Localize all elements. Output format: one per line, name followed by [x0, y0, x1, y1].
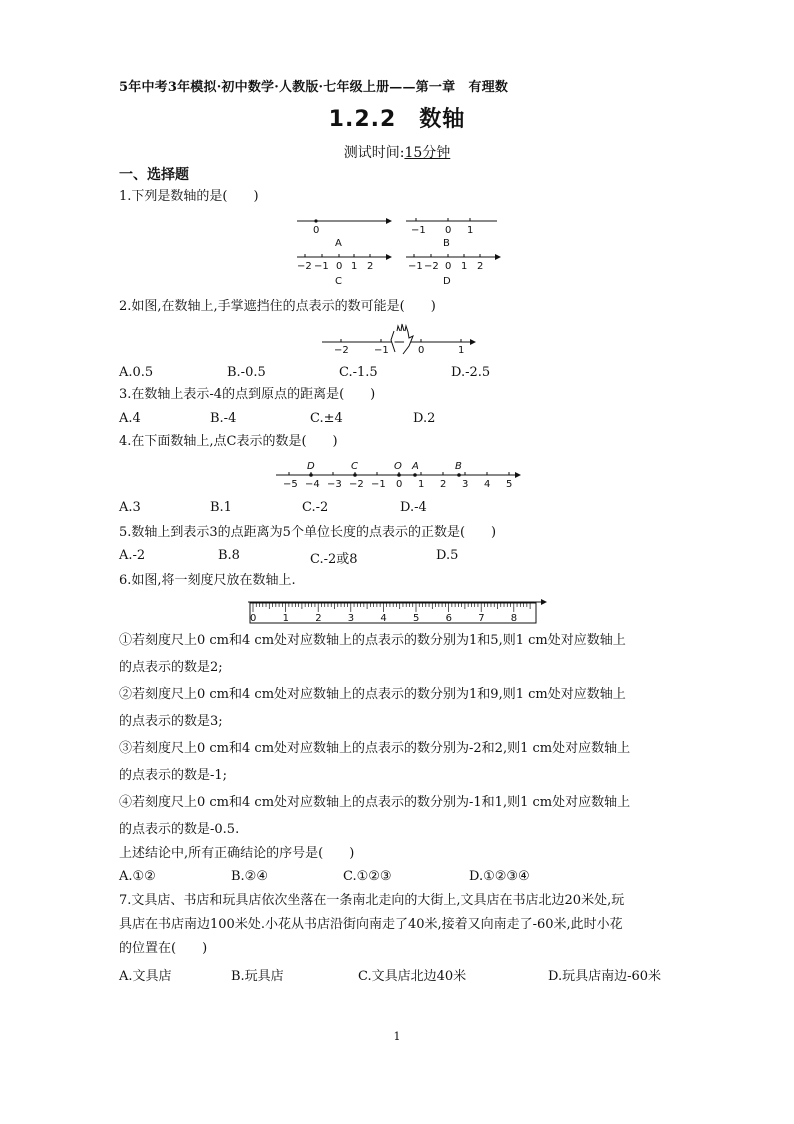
- q4-tick-label: 5: [506, 479, 513, 490]
- hand-icon: [391, 324, 413, 354]
- q1-b-tick: −1: [411, 225, 426, 236]
- ruler-label: 0: [250, 613, 257, 624]
- ruler: [248, 599, 547, 623]
- ruler-label: 4: [380, 613, 387, 624]
- q1-d-tick: 0: [445, 261, 452, 272]
- q1-axis-c: [297, 254, 392, 287]
- q1-d-tick: 1: [461, 261, 468, 272]
- ruler-label: 6: [445, 613, 452, 624]
- q6-line: 的点表示的数是-1;: [119, 768, 228, 783]
- q6-line: ③若刻度尺上0 cm和4 cm处对应数轴上的点表示的数分别为-2和2,则1 cm处对应数轴上: [119, 741, 631, 756]
- q4-option-d: D.-4: [400, 500, 427, 515]
- q1-a-label: A: [335, 238, 342, 249]
- point-b-dot: [457, 473, 461, 477]
- q6-line: 上述结论中,所有正确结论的序号是( ): [119, 846, 355, 861]
- q1-stem: 1.下列是数轴的是( ): [119, 189, 259, 204]
- q3-option-a: A.4: [119, 411, 141, 426]
- q1-axis-d: [406, 254, 501, 287]
- q4-tick-label: −5: [283, 479, 298, 490]
- q4-points: [307, 461, 462, 477]
- page-number: 1: [393, 1030, 401, 1043]
- point-d-dot: [309, 473, 313, 477]
- q6-line: ④若刻度尺上0 cm和4 cm处对应数轴上的点表示的数分别为-1和1,则1 cm处对应数轴上: [119, 795, 631, 810]
- q7-line: 7.文具店、书店和玩具店依次坐落在一条南北走向的大街上,文具店在书店北边20米处,玩: [119, 893, 625, 908]
- q1-b-tick: 0: [445, 225, 452, 236]
- q5-option-c: C.-2或8: [310, 552, 358, 567]
- point-a-dot: [413, 473, 417, 477]
- q5-stem: 5.数轴上到表示3的点距离为5个单位长度的点表示的正数是( ): [119, 525, 497, 540]
- q5-option-d: D.5: [436, 548, 459, 563]
- q1-b-label: B: [443, 238, 450, 249]
- q3-option-b: B.-4: [210, 411, 237, 426]
- q7-option-d: D.玩具店南边-60米: [548, 969, 662, 984]
- q4-tick-label: 2: [440, 479, 447, 490]
- ruler-label: 1: [282, 613, 289, 624]
- q1-c-label: C: [335, 276, 342, 287]
- q4-stem: 4.在下面数轴上,点C表示的数是( ): [119, 434, 338, 449]
- q5-option-a: A.-2: [119, 548, 146, 563]
- q2-option-a: A.0.5: [119, 365, 154, 380]
- ruler-label: 7: [478, 613, 485, 624]
- q4-tick-label: 1: [418, 479, 425, 490]
- q2-number-line: [322, 324, 476, 356]
- section-heading: 一、选择题: [119, 167, 189, 183]
- q4-tick-label: −1: [371, 479, 386, 490]
- ruler-label: 2: [315, 613, 322, 624]
- point-c-label: C: [351, 461, 358, 472]
- point-d-label: D: [307, 461, 315, 472]
- q3-stem: 3.在数轴上表示-4的点到原点的距离是( ): [119, 387, 376, 402]
- q1-c-tick: 0: [336, 261, 343, 272]
- q1-axis-b: [406, 218, 497, 249]
- q4-option-c: C.-2: [302, 500, 329, 515]
- q3-option-c: C.±4: [310, 411, 343, 426]
- q4-tick-label: 4: [484, 479, 491, 490]
- q7-option-b: B.玩具店: [231, 969, 284, 984]
- q2-stem: 2.如图,在数轴上,手掌遮挡住的点表示的数可能是( ): [119, 299, 436, 314]
- test-time-label: 测试时间:: [343, 145, 405, 161]
- point-o-label: O: [394, 461, 402, 472]
- q6-line: 的点表示的数是3;: [119, 714, 223, 729]
- q1-c-tick: −2: [297, 261, 312, 272]
- q6-option-c: C.①②③: [343, 869, 392, 884]
- q2-option-b: B.-0.5: [227, 365, 266, 380]
- q1-c-tick: 1: [351, 261, 358, 272]
- q4-tick-label: −2: [349, 479, 364, 490]
- point-o-dot: [397, 473, 401, 477]
- q1-a-tick: 0: [313, 225, 320, 236]
- q6-option-b: B.②④: [231, 869, 268, 884]
- q2-tick: −1: [374, 345, 389, 356]
- q4-tick-label: 0: [396, 479, 403, 490]
- q4-tick-label: −3: [327, 479, 342, 490]
- q2-option-c: C.-1.5: [339, 365, 378, 380]
- q7-option-a: A.文具店: [119, 969, 172, 984]
- page-header: 5年中考3年模拟·初中数学·人教版·七年级上册——第一章 有理数: [119, 80, 509, 95]
- ruler-label: 8: [510, 613, 518, 624]
- q2-option-d: D.-2.5: [451, 365, 491, 380]
- q1-c-tick: −1: [314, 261, 329, 272]
- test-time-value: 15分钟: [404, 145, 451, 161]
- q1-d-tick: −2: [424, 261, 439, 272]
- point-c-dot: [353, 473, 357, 477]
- point-b-label: B: [455, 461, 462, 472]
- q1-d-tick: −1: [408, 261, 423, 272]
- q1-d-label: D: [443, 276, 451, 287]
- q6-line: 的点表示的数是-0.5.: [119, 822, 240, 837]
- q3-option-d: D.2: [413, 411, 436, 426]
- q4-option-a: A.3: [119, 500, 141, 515]
- q6-stem: 6.如图,将一刻度尺放在数轴上.: [119, 573, 296, 588]
- q4-tick-label: 3: [462, 479, 469, 490]
- q6-option-a: A.①②: [119, 869, 156, 884]
- q7-line: 具店在书店南边100米处.小花从书店沿街向南走了40米,接着又向南走了-60米,此时小花: [119, 917, 623, 932]
- q2-tick: 1: [458, 345, 465, 356]
- q1-axis-a: [297, 218, 392, 249]
- q5-option-b: B.8: [218, 548, 240, 563]
- page-title: 1.2.2 数轴: [328, 107, 466, 132]
- q6-line: ②若刻度尺上0 cm和4 cm处对应数轴上的点表示的数分别为1和9,则1 cm处对应数轴上: [119, 687, 626, 702]
- q7-line: 的位置在( ): [119, 941, 208, 956]
- q2-tick: −2: [334, 345, 349, 356]
- q4-tick-label: −4: [305, 479, 320, 490]
- q6-line: ①若刻度尺上0 cm和4 cm处对应数轴上的点表示的数分别为1和5,则1 cm处对应数轴上: [119, 633, 626, 648]
- point-a-label: A: [412, 461, 419, 472]
- q6-option-d: D.①②③④: [469, 869, 530, 884]
- q4-option-b: B.1: [210, 500, 232, 515]
- q2-tick: 0: [418, 345, 425, 356]
- q6-line: 的点表示的数是2;: [119, 660, 223, 675]
- q1-b-tick: 1: [467, 225, 474, 236]
- q1-d-tick: 2: [477, 261, 484, 272]
- q1-c-tick: 2: [367, 261, 374, 272]
- ruler-label: 5: [413, 613, 420, 624]
- ruler-label: 3: [347, 613, 355, 624]
- q7-option-c: C.文具店北边40米: [358, 969, 467, 984]
